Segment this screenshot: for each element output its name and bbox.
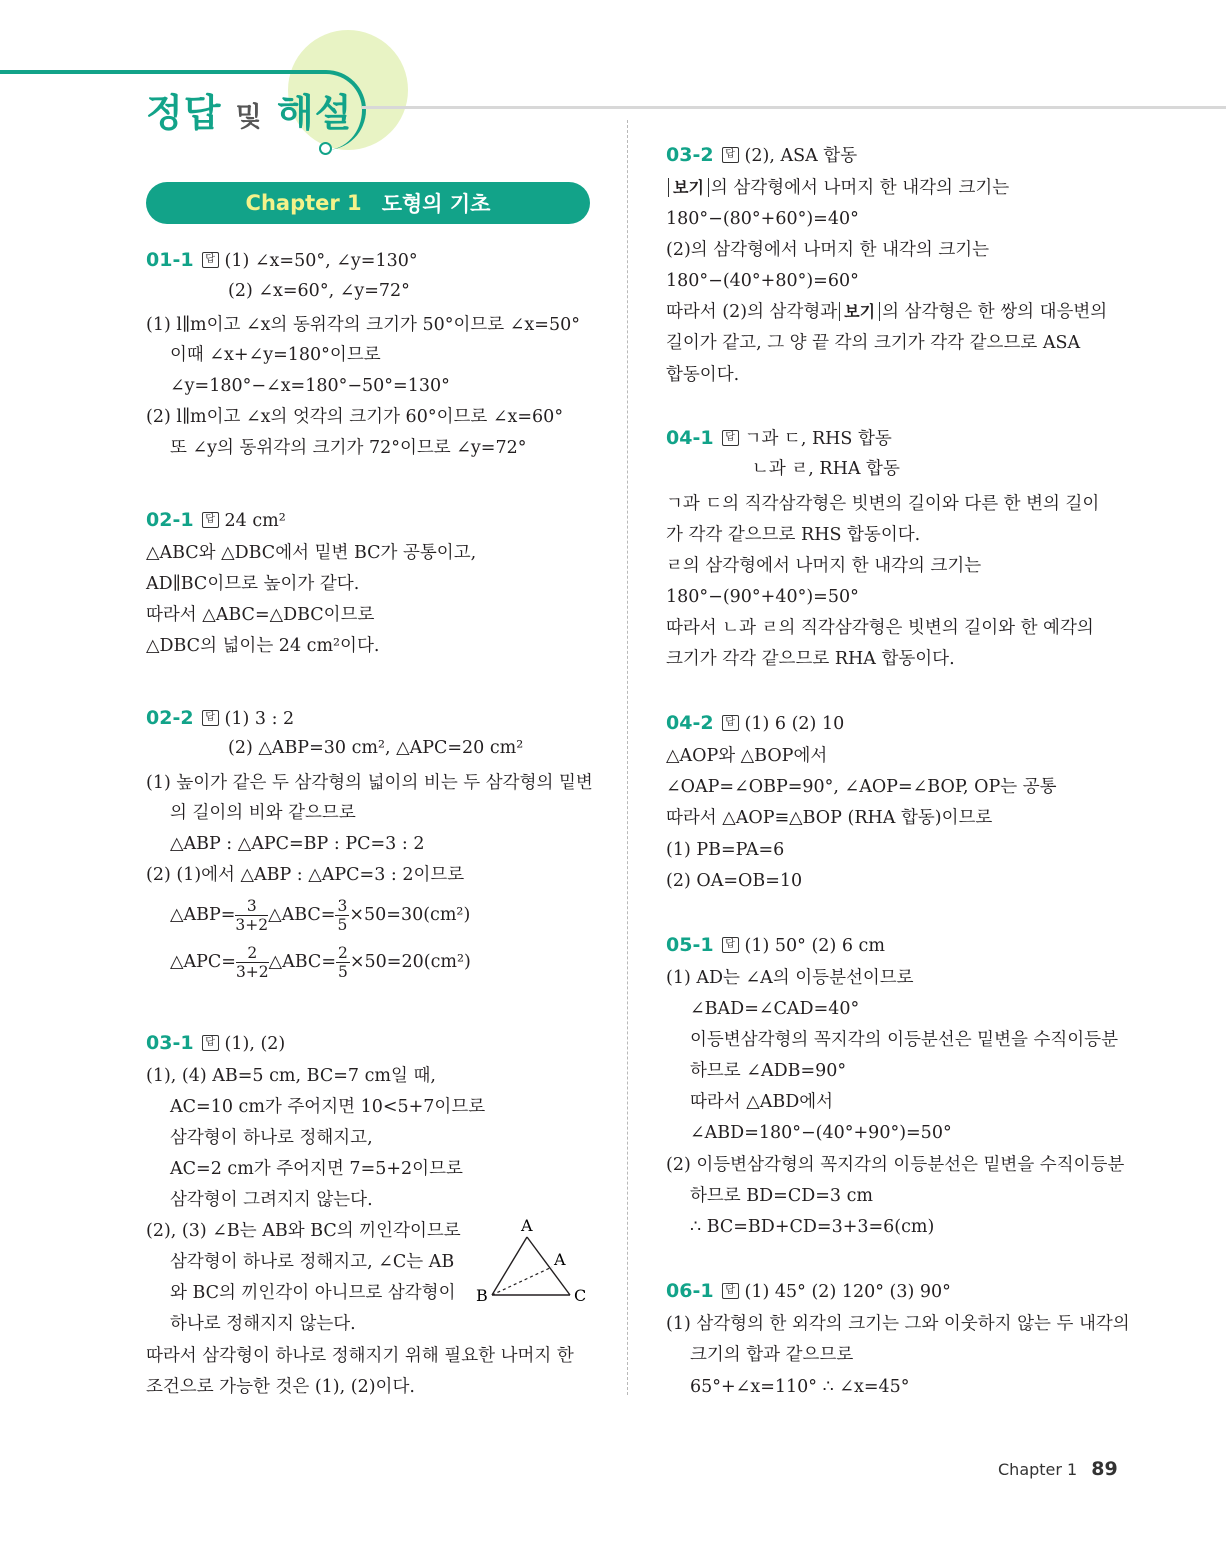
right-line bbox=[666, 554, 981, 578]
line-text: AD∥BC이므로 높이가 같다. bbox=[146, 574, 360, 594]
line-text: ㄹ의 삼각형에서 나머지 한 내각의 크기는 bbox=[666, 556, 982, 576]
line-text: 180°−(80°+60°)=40° bbox=[666, 209, 859, 229]
equation-part: △ABC= bbox=[268, 952, 336, 972]
right-line bbox=[666, 806, 992, 830]
problem-number: 03-2 bbox=[666, 144, 714, 166]
line-text: (1) 삼각형의 한 외각의 크기는 그와 이웃하지 않는 두 내각의 bbox=[666, 1314, 1130, 1334]
answer-text: (1) 45° (2) 120° (3) 90° bbox=[744, 1282, 951, 1302]
chapter-label: Chapter 1 bbox=[245, 191, 362, 215]
answer-text: 24 cm² bbox=[224, 511, 286, 531]
line-text: (2) △ABP=30 cm², △APC=20 cm² bbox=[228, 738, 524, 758]
answer-text: (1) 6 (2) 10 bbox=[744, 714, 845, 734]
right-line bbox=[666, 1153, 1124, 1177]
right-line bbox=[690, 1121, 952, 1145]
equation-part: △APC= bbox=[170, 952, 236, 972]
line-text: ㄱ과 ㄷ의 직각삼각형은 빗변의 길이와 다른 한 변의 길이 bbox=[666, 494, 1100, 514]
line-text: ∠ABD=180°−(40°+90°)=50° bbox=[690, 1123, 952, 1143]
triangle-figure bbox=[470, 1215, 595, 1320]
line-text: (2), (3) ∠B는 AB와 BC의 끼인각이므로 bbox=[146, 1221, 461, 1241]
left-line bbox=[146, 541, 476, 565]
right-line bbox=[690, 1215, 934, 1239]
problem-header bbox=[666, 711, 844, 736]
line-text: 의 삼각형에서 나머지 한 내각의 크기는 bbox=[710, 178, 1010, 198]
line-text: 조건으로 가능한 것은 (1), (2)이다. bbox=[146, 1377, 415, 1397]
problem-number: 02-1 bbox=[146, 509, 194, 531]
right-line bbox=[666, 176, 1009, 200]
answer-text: (1), (2) bbox=[224, 1034, 286, 1054]
problem-number: 05-1 bbox=[666, 934, 714, 956]
fraction-denominator: 3+2 bbox=[235, 916, 269, 934]
fraction-denominator: 5 bbox=[337, 916, 348, 934]
fraction-numerator: 3 bbox=[235, 897, 268, 916]
answer-text: (1) 50° (2) 6 cm bbox=[744, 936, 885, 956]
fraction bbox=[335, 897, 349, 934]
right-line bbox=[666, 775, 1057, 799]
page-title-b: 및 bbox=[235, 102, 263, 133]
line-text: 의 길이의 비와 같으므로 bbox=[170, 803, 356, 823]
left-line bbox=[170, 374, 450, 398]
line-text: 이때 ∠x+∠y=180°이므로 bbox=[170, 345, 381, 365]
left-line bbox=[146, 1064, 436, 1088]
right-line bbox=[690, 1059, 846, 1083]
left-line bbox=[170, 1126, 373, 1150]
problem-number: 03-1 bbox=[146, 1032, 194, 1054]
equation-part: △ABC= bbox=[268, 905, 336, 925]
line-text: 하므로 BD=CD=3 cm bbox=[690, 1186, 874, 1206]
right-line bbox=[690, 1343, 853, 1367]
problem-header bbox=[666, 1279, 951, 1304]
problem-header bbox=[666, 933, 885, 958]
right-line bbox=[666, 647, 955, 671]
right-line bbox=[666, 966, 914, 990]
line-text: 180°−(40°+80°)=60° bbox=[666, 271, 859, 291]
line-text: (1) l∥m이고 ∠x의 동위각의 크기가 50°이므로 ∠x=50° bbox=[146, 315, 580, 335]
fraction bbox=[235, 897, 268, 934]
answer-icon: 답 bbox=[202, 512, 219, 528]
line-text: 따라서 △AOP≡△BOP (RHA 합동)이므로 bbox=[666, 808, 993, 828]
line-text: 의 삼각형은 한 쌍의 대응변의 bbox=[882, 302, 1108, 322]
page-title-c: 해설 bbox=[276, 91, 353, 135]
right-line bbox=[666, 207, 859, 231]
right-line bbox=[666, 616, 1094, 640]
answer-icon: 답 bbox=[722, 147, 739, 163]
chapter-banner bbox=[146, 182, 590, 224]
problem-header bbox=[666, 143, 857, 168]
chapter-name: 도형의 기초 bbox=[381, 192, 491, 216]
answer-text: (1) ∠x=50°, ∠y=130° bbox=[224, 251, 418, 271]
triangle-label-left: B bbox=[476, 1286, 488, 1305]
problem-header bbox=[146, 248, 418, 273]
triangle-label-mid: A bbox=[554, 1250, 566, 1269]
left-line bbox=[146, 634, 379, 658]
right-line bbox=[666, 838, 784, 862]
line-text: (2) OA=OB=10 bbox=[666, 871, 803, 891]
right-line bbox=[690, 997, 859, 1021]
equation-part: ×50=30(cm²) bbox=[349, 905, 471, 925]
left-line bbox=[170, 1095, 485, 1119]
line-text: 삼각형이 하나로 정해지고, ∠C는 AB bbox=[170, 1252, 455, 1272]
answer-icon: 답 bbox=[722, 430, 739, 446]
page-number: 89 bbox=[1091, 1458, 1118, 1480]
page-footer bbox=[998, 1458, 1118, 1480]
line-text: ∠y=180°−∠x=180°−50°=130° bbox=[170, 376, 450, 396]
line-text: 65°+∠x=110° ∴ ∠x=45° bbox=[690, 1377, 910, 1397]
left-line bbox=[170, 1250, 454, 1274]
problem-header bbox=[146, 508, 286, 533]
left-line bbox=[146, 1219, 461, 1243]
left-line bbox=[146, 572, 359, 596]
line-text: △ABC와 △DBC에서 밑변 BC가 공통이고, bbox=[146, 543, 477, 563]
line-text: AC=10 cm가 주어지면 10<5+7이므로 bbox=[170, 1097, 486, 1117]
right-line bbox=[666, 492, 1099, 516]
column-divider bbox=[627, 120, 628, 1395]
bogi-box: 보기 bbox=[839, 302, 880, 321]
right-line bbox=[666, 300, 1107, 324]
right-line bbox=[690, 1090, 833, 1114]
fraction-denominator: 5 bbox=[338, 963, 348, 981]
line-text: 하므로 ∠ADB=90° bbox=[690, 1061, 847, 1081]
header-rule-right bbox=[362, 106, 1226, 109]
line-text: (2) 이등변삼각형의 꼭지각의 이등분선은 밑변을 수직이등분 bbox=[666, 1155, 1125, 1175]
line-text: ∴ BC=BD+CD=3+3=6(cm) bbox=[690, 1217, 935, 1237]
left-line bbox=[170, 1157, 463, 1181]
line-text: (2)의 삼각형에서 나머지 한 내각의 크기는 bbox=[666, 240, 990, 260]
right-line bbox=[666, 869, 802, 893]
fraction-equation bbox=[170, 942, 471, 982]
right-line bbox=[690, 1184, 873, 1208]
left-line bbox=[146, 771, 593, 795]
right-line bbox=[666, 269, 859, 293]
line-text: 이등변삼각형의 꼭지각의 이등분선은 밑변을 수직이등분 bbox=[690, 1030, 1118, 1050]
fraction-equation bbox=[170, 895, 470, 935]
line-text: 따라서 ㄴ과 ㄹ의 직각삼각형은 빗변의 길이와 한 예각의 bbox=[666, 618, 1094, 638]
left-line bbox=[170, 343, 381, 367]
fraction-denominator: 3+2 bbox=[235, 963, 269, 981]
left-line bbox=[170, 801, 356, 825]
line-text: 따라서 △ABC=△DBC이므로 bbox=[146, 605, 375, 625]
line-text: 삼각형이 하나로 정해지고, bbox=[170, 1128, 373, 1148]
right-line bbox=[666, 1312, 1130, 1336]
problem-header bbox=[146, 1031, 285, 1056]
line-text: 크기의 합과 같으므로 bbox=[690, 1345, 854, 1365]
line-text: (1), (4) AB=5 cm, BC=7 cm일 때, bbox=[146, 1066, 436, 1086]
line-text: 따라서 △ABD에서 bbox=[690, 1092, 834, 1112]
answer-text: (1) 3 : 2 bbox=[224, 709, 295, 729]
line-text: (1) 높이가 같은 두 삼각형의 넓이의 비는 두 삼각형의 밑변 bbox=[146, 773, 593, 793]
equation-part: ×50=20(cm²) bbox=[349, 952, 471, 972]
page-title-a: 정답 bbox=[146, 91, 222, 135]
answer-icon: 답 bbox=[202, 252, 219, 268]
left-line bbox=[146, 1375, 415, 1399]
bogi-box: 보기 bbox=[668, 178, 709, 197]
problem-number: 04-2 bbox=[666, 712, 714, 734]
line-prefix: 따라서 (2)의 삼각형과 bbox=[666, 302, 838, 322]
triangle-label-right: C bbox=[574, 1286, 587, 1305]
left-line bbox=[146, 313, 580, 337]
right-line bbox=[666, 238, 989, 262]
right-line bbox=[666, 363, 739, 387]
line-text: (1) PB=PA=6 bbox=[666, 840, 785, 860]
header-decor-dot bbox=[319, 142, 332, 155]
line-text: 합동이다. bbox=[666, 365, 740, 385]
answer-text: (2), ASA 합동 bbox=[744, 146, 858, 166]
left-line bbox=[170, 436, 526, 460]
triangle-label-top: A bbox=[521, 1216, 533, 1235]
left-line bbox=[170, 1312, 356, 1336]
line-text: 크기가 각각 같으므로 RHA 합동이다. bbox=[666, 649, 955, 669]
left-line bbox=[228, 279, 410, 303]
line-text: ∠OAP=∠OBP=90°, ∠AOP=∠BOP, OP는 공통 bbox=[666, 777, 1057, 797]
left-line bbox=[170, 1281, 456, 1305]
line-text: AC=2 cm가 주어지면 7=5+2이므로 bbox=[170, 1159, 463, 1179]
answer-icon: 답 bbox=[202, 1035, 219, 1051]
right-line bbox=[690, 1375, 910, 1399]
line-text: (2) (1)에서 △ABP : △APC=3 : 2이므로 bbox=[146, 865, 465, 885]
line-text: 삼각형이 그려지지 않는다. bbox=[170, 1190, 373, 1210]
fraction bbox=[336, 944, 350, 981]
answer-icon: 답 bbox=[722, 1283, 739, 1299]
left-line bbox=[228, 736, 523, 760]
problem-header bbox=[146, 706, 294, 731]
right-line bbox=[666, 331, 1080, 355]
line-text: 하나로 정해지지 않는다. bbox=[170, 1314, 356, 1334]
right-line bbox=[690, 1028, 1118, 1052]
footer-chapter: Chapter 1 bbox=[998, 1460, 1078, 1479]
page-title bbox=[146, 82, 352, 137]
right-line bbox=[666, 523, 920, 547]
left-line bbox=[146, 863, 464, 887]
left-line bbox=[146, 405, 563, 429]
problem-number: 01-1 bbox=[146, 249, 194, 271]
line-text: 따라서 삼각형이 하나로 정해지기 위해 필요한 나머지 한 bbox=[146, 1346, 574, 1366]
problem-number: 02-2 bbox=[146, 707, 194, 729]
line-text: 와 BC의 끼인각이 아니므로 삼각형이 bbox=[170, 1283, 456, 1303]
fraction bbox=[236, 944, 269, 981]
answer-icon: 답 bbox=[722, 715, 739, 731]
equation-part: △ABP= bbox=[170, 905, 236, 925]
line-text: (2) l∥m이고 ∠x의 엇각의 크기가 60°이므로 ∠x=60° bbox=[146, 407, 564, 427]
right-line bbox=[666, 744, 827, 768]
problem-number: 04-1 bbox=[666, 427, 714, 449]
line-text: 180°−(90°+40°)=50° bbox=[666, 587, 859, 607]
left-line bbox=[146, 1344, 574, 1368]
answer-icon: 답 bbox=[202, 710, 219, 726]
fraction-numerator: 3 bbox=[337, 897, 348, 915]
answer-text: ㄱ과 ㄷ, RHS 합동 bbox=[744, 429, 892, 449]
fraction-numerator: 2 bbox=[236, 944, 269, 963]
right-line bbox=[752, 457, 900, 481]
left-line bbox=[146, 603, 374, 627]
line-text: (1) AD는 ∠A의 이등분선이므로 bbox=[666, 968, 914, 988]
line-text: ∠BAD=∠CAD=40° bbox=[690, 999, 860, 1019]
line-text: △ABP : △APC=BP : PC=3 : 2 bbox=[170, 834, 425, 854]
left-line bbox=[170, 832, 424, 856]
line-text: △DBC의 넓이는 24 cm²이다. bbox=[146, 636, 380, 656]
line-text: ㄴ과 ㄹ, RHA 합동 bbox=[752, 459, 900, 479]
line-text: 길이가 같고, 그 양 끝 각의 크기가 각각 같으므로 ASA bbox=[666, 333, 1081, 353]
line-text: △AOP와 △BOP에서 bbox=[666, 746, 828, 766]
right-line bbox=[666, 585, 859, 609]
problem-number: 06-1 bbox=[666, 1280, 714, 1302]
fraction-numerator: 2 bbox=[338, 944, 348, 962]
line-text: 또 ∠y의 동위각의 크기가 72°이므로 ∠y=72° bbox=[170, 438, 527, 458]
answer-icon: 답 bbox=[722, 937, 739, 953]
left-line bbox=[170, 1188, 373, 1212]
line-text: (2) ∠x=60°, ∠y=72° bbox=[228, 281, 410, 301]
line-text: 가 각각 같으므로 RHS 합동이다. bbox=[666, 525, 921, 545]
problem-header bbox=[666, 426, 892, 451]
